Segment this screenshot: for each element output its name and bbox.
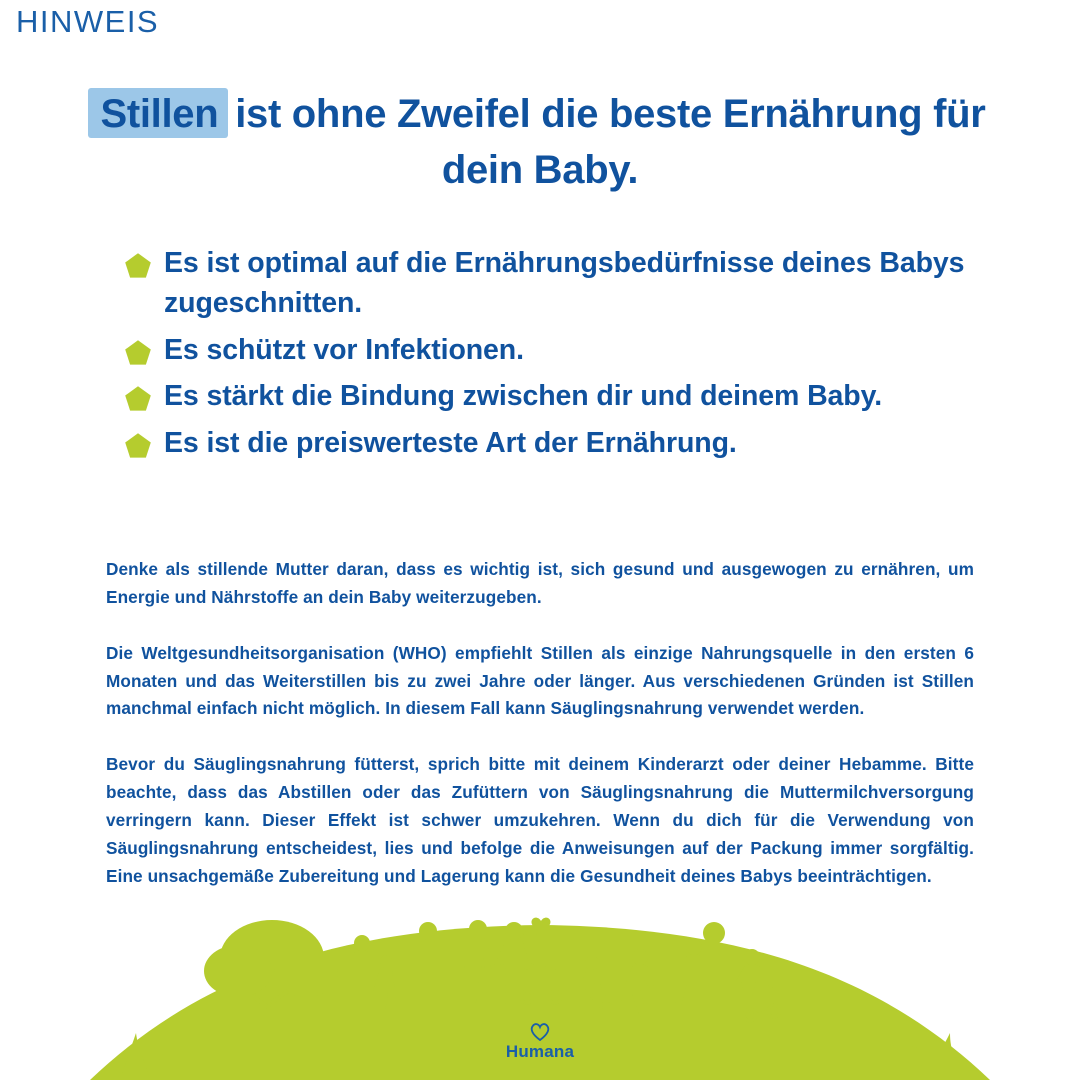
brand-name: Humana — [505, 1042, 575, 1061]
flower-bullet-icon — [124, 252, 152, 280]
page-headline — [60, 86, 1020, 198]
body-copy — [106, 556, 974, 891]
flower-bullet-icon — [124, 339, 152, 367]
heart-icon — [530, 1023, 550, 1041]
page-kicker: HINWEIS — [16, 4, 160, 39]
flower-bullet-icon — [124, 385, 152, 413]
paragraph-1: Denke als stillende Mutter daran, dass es wichtig ist, sich gesund und ausgewogen zu ernähren, um Energie und Nährstoffe an dein Baby weiterzugeben. — [106, 559, 974, 607]
list-item-label: Es schützt vor Infektionen. — [164, 333, 524, 366]
headline-highlight: Stillen — [94, 86, 224, 142]
benefits-list — [124, 243, 1004, 469]
list-item-label: Es ist die preiswerteste Art der Ernährung. — [164, 426, 737, 459]
paragraph-2: Die Weltgesundheitsorganisation (WHO) empfiehlt Stillen als einzige Nahrungsquelle in den ersten 6 Monaten und das Weiterstillen bis zu zwei Jahre oder länger. Aus verschiedenen Gründen ist Stillen manchmal einfach nicht möglich. In diesem Fall kann Säuglingsnahrung verwendet werden. — [106, 642, 974, 719]
headline-rest: ist ohne Zweifel die beste Ernährung für dein Baby. — [224, 92, 986, 192]
list-item — [124, 330, 1004, 370]
paragraph-3: Bevor du Säuglingsnahrung fütterst, sprich bitte mit deinem Kinderarzt oder deiner Hebamme. Bitte beachte, dass das Abstillen oder das Zufüttern von Säuglingsnahrung die Muttermilchversorgung verringern kann. Dieser Effekt ist schwer umzukehren. Wenn du dich für die Verwendung von Säuglingsnahrung entscheidest, lies und befolge die Anweisungen auf der Packung immer sorgfältig. Eine unsachgemäße Zubereitung und Lagerung kann die Gesundheit deines Babys beeinträchtigen. — [106, 754, 974, 886]
brand-logo — [460, 1023, 620, 1062]
list-item — [124, 423, 1004, 463]
list-item-label: Es ist optimal auf die Ernährungsbedürfnisse deines Babys zugeschnitten. — [164, 247, 965, 320]
flower-bullet-icon — [124, 432, 152, 460]
list-item — [124, 376, 1004, 416]
list-item — [124, 243, 1004, 324]
list-item-label: Es stärkt die Bindung zwischen dir und deinem Baby. — [164, 380, 883, 413]
